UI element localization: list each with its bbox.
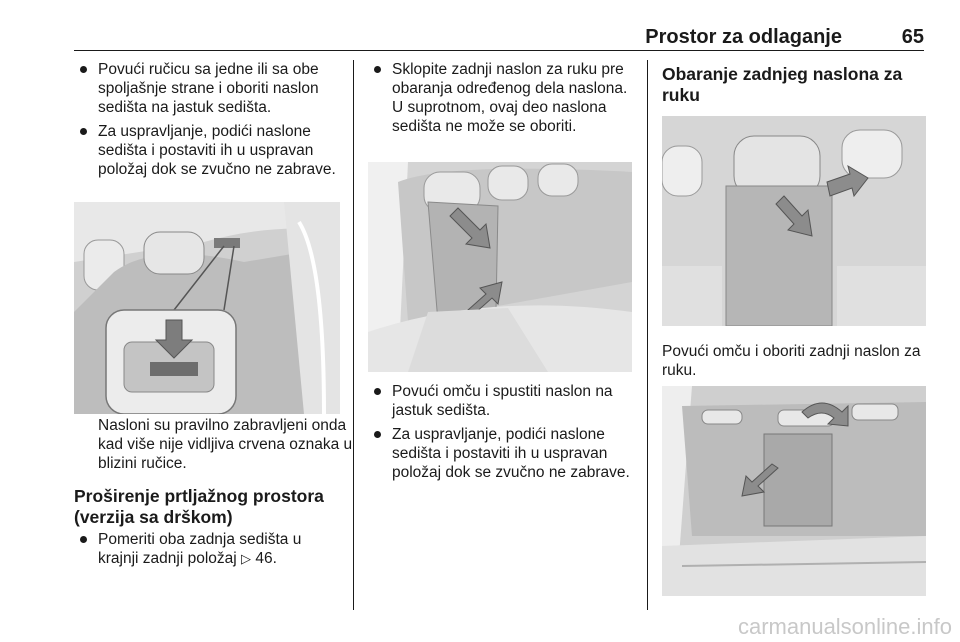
page-number: 65 [901, 26, 924, 48]
column-1 [74, 60, 353, 567]
paragraph: Povući omču i oboriti zadnji naslon za ruku. [662, 343, 921, 379]
bullet-icon [80, 128, 87, 135]
list-item: Za uspravljanje, podići naslone sedišta i postaviti ih u uspravan položaj dok se zvučno ne zabrave. [74, 122, 342, 179]
column-divider [353, 60, 354, 610]
armrest-loop-illustration [662, 386, 926, 596]
list-item: Za uspravljanje, podići naslone sedišta i postaviti ih u uspravan položaj dok se zvučno ne zabrave. [368, 425, 634, 482]
page-title: Prostor za odlaganje [645, 26, 842, 48]
armrest-fold-illustration [662, 116, 926, 326]
page-reference-icon[interactable]: ▷ [241, 551, 252, 566]
section-heading: Proširenje prtljažnog prostora (verzija sa drškom) [74, 486, 324, 527]
bullet-icon [374, 388, 381, 395]
page-header [74, 20, 924, 51]
list-item: Sklopite zadnji naslon za ruku pre obaranja određenog dela naslona. U suprotnom, ovaj deo naslona sedišta ne može se oboriti. [368, 60, 634, 136]
seat-lever-illustration [74, 202, 340, 414]
list-item: Povući omču i spustiti naslon na jastuk sedišta. [368, 382, 634, 420]
bullet-list [74, 530, 342, 573]
watermark: carmanualsonline.info [737, 614, 952, 639]
bullet-list [74, 60, 342, 179]
bullet-list [368, 382, 634, 487]
list-item: Povući ručicu sa jedne ili sa obe spoljašnje strane i oboriti naslon sedišta na jastuk sedišta. [74, 60, 342, 117]
list-item: Pomeriti oba zadnja sedišta u krajnji zadnji položaj ▷ 46. [74, 530, 342, 568]
rear-seat-fold-illustration [368, 162, 632, 372]
column-divider [647, 60, 648, 610]
section-heading: Obaranje zadnjeg naslona za ruku [662, 64, 903, 105]
bullet-icon [374, 66, 381, 73]
bullet-icon [80, 536, 87, 543]
page-reference-link[interactable]: 46. [255, 550, 277, 567]
bullet-icon [80, 66, 87, 73]
bullet-list [368, 60, 634, 136]
figure-caption: Nasloni su pravilno zabravljeni onda kad više nije vidljiva crvena oznaka u blizini ručice. [98, 417, 353, 472]
column-2 [368, 60, 634, 481]
bullet-icon [374, 431, 381, 438]
